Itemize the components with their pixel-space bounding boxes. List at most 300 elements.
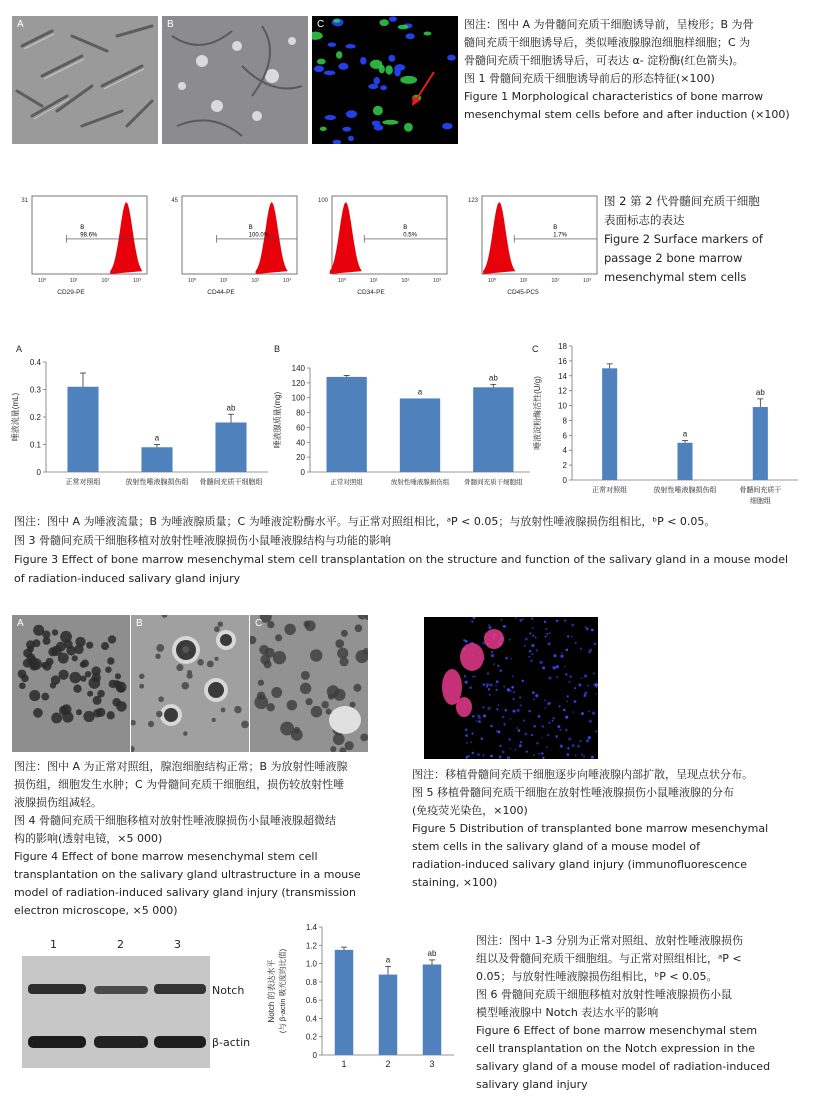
nucleus-dot	[542, 666, 545, 669]
fig3-bar-chart-c	[530, 340, 810, 510]
x-tick-label: 10²	[101, 278, 110, 284]
nucleus-dot	[473, 617, 476, 619]
x-tick-label: 10⁰	[37, 278, 47, 284]
nucleus-dot	[380, 85, 387, 90]
fig6-western-blot	[22, 938, 254, 1068]
granule	[81, 659, 89, 667]
y-tick-label: 0	[312, 1051, 317, 1060]
nucleus-dot	[584, 675, 587, 678]
caption-line: 组以及骨髓间充质干细胞组。与正常对照组相比，ᵃP <	[476, 952, 742, 965]
x-tick-label: 骨髓间充质干	[739, 487, 782, 494]
granule	[76, 709, 82, 715]
cell-dot	[398, 25, 409, 30]
nucleus-dot	[595, 730, 597, 732]
nucleus-dot	[503, 685, 505, 687]
nucleus-dot	[579, 740, 581, 742]
x-axis-label: CD29-PE	[57, 289, 85, 296]
x-tick-label: 10³	[283, 278, 291, 284]
caption-line: 图 5 移植骨髓间充质干细胞在放射性唾液腺损伤小鼠唾液腺的分布	[412, 786, 734, 799]
nucleus-dot	[483, 683, 486, 686]
granule	[74, 645, 84, 655]
nucleus-dot	[490, 725, 493, 728]
caption-line: 髓间充质干细胞诱导后，类似唾液腺腺泡细胞样细胞；C 为	[464, 36, 751, 49]
nucleus-dot	[544, 621, 547, 624]
granule	[101, 642, 109, 650]
granule	[241, 721, 249, 729]
granule	[333, 733, 345, 745]
y-tick-label: 0.6	[305, 996, 317, 1006]
nucleus-dot	[591, 756, 594, 759]
granule	[33, 625, 44, 636]
nucleus-dot	[529, 632, 531, 634]
bar	[335, 950, 353, 1055]
nucleus-dot	[564, 666, 566, 668]
nucleus-dot	[328, 42, 337, 46]
fig1-panel-a	[12, 16, 158, 144]
bar	[753, 407, 768, 480]
fig4-caption	[14, 758, 394, 920]
fig4-panel-c-label: C	[255, 618, 263, 629]
caption-line: 图 6 骨髓间充质干细胞移植对放射性唾液腺损伤小鼠	[476, 988, 732, 1001]
significance-label: ab	[488, 373, 498, 383]
granule	[97, 690, 105, 698]
nucleus-dot	[546, 746, 548, 748]
fig1-caption	[464, 16, 814, 124]
granule	[105, 666, 112, 673]
nucleus-dot	[504, 626, 506, 628]
granule	[321, 701, 329, 709]
lane-label: 2	[117, 938, 124, 951]
granule	[86, 642, 93, 649]
caption-line: 图注：移植骨髓间充质干细胞逐步向唾液腺内部扩散，呈现点状分布。	[412, 768, 753, 781]
granule	[306, 698, 313, 705]
nucleus-dot	[584, 694, 587, 697]
x-axis-label: CD45-PC5	[507, 289, 539, 296]
granule	[335, 639, 344, 648]
granule	[197, 659, 204, 666]
nucleus-dot	[578, 683, 581, 686]
x-tick-label: 2	[385, 1059, 391, 1069]
nucleus-dot	[515, 617, 517, 619]
nucleus-dot	[496, 708, 498, 710]
significance-label: a	[154, 433, 160, 443]
nucleus-dot	[324, 70, 336, 75]
nucleus-dot	[575, 754, 577, 756]
cell-dot	[320, 127, 327, 131]
bar	[67, 387, 98, 472]
y-tick-label: 8	[562, 416, 567, 426]
granule	[291, 729, 303, 741]
nucleus-dot	[497, 665, 499, 667]
nucleus-dot	[556, 665, 559, 668]
nucleus-dot	[547, 734, 550, 737]
nucleus-dot	[373, 77, 379, 85]
granule	[85, 671, 92, 678]
nucleus-dot	[547, 702, 550, 705]
nucleus-dot	[519, 696, 521, 698]
granule	[32, 639, 40, 647]
y-axis-label-2: (与 β-actin 吸光度的比值)	[278, 948, 287, 1034]
nucleus-dot	[546, 633, 548, 635]
nucleus-dot	[588, 711, 590, 713]
granule	[59, 706, 68, 715]
nucleus-dot	[512, 675, 514, 677]
nucleus-dot	[531, 618, 533, 620]
nucleus-dot	[529, 656, 531, 658]
nucleus-dot	[548, 722, 550, 724]
y-tick-label: 1.2	[305, 941, 317, 951]
fig6-bar-chart	[262, 915, 462, 1085]
caption-line: 图注：图中 A 为正常对照组，腺泡细胞结构正常；B 为放射性唾液腺	[14, 760, 348, 773]
x-tick-label: 10²	[401, 278, 410, 284]
y-tick-label: 20	[296, 453, 305, 463]
granule	[73, 685, 81, 693]
bar	[677, 443, 692, 480]
bar	[327, 377, 367, 472]
nucleus-dot	[567, 635, 569, 637]
nucleus-dot	[561, 652, 563, 654]
nucleus-dot	[471, 620, 473, 622]
histogram-1	[21, 196, 147, 296]
fig1-panel-a-label: A	[17, 19, 24, 30]
nucleus-dot	[463, 639, 465, 641]
caption-line: 图 1 骨髓间充质干细胞诱导前后的形态特征(×100)	[464, 72, 715, 85]
y-tick-label: 0.4	[305, 1014, 317, 1024]
nucleus-dot	[532, 627, 534, 629]
nucleus-dot	[531, 653, 533, 655]
x-tick-label: 正常对照组	[65, 479, 101, 486]
granule	[158, 696, 164, 702]
gate-label: B	[553, 224, 558, 231]
x-axis-label: CD34-PE	[357, 289, 385, 296]
fig5-immunofluorescence-image	[424, 617, 598, 759]
y-tick-label: 100	[291, 393, 305, 403]
granule	[300, 683, 311, 694]
nucleus-dot	[565, 673, 568, 676]
x-tick-label: 10¹	[69, 278, 78, 284]
x-axis-label: CD44-PE	[207, 289, 235, 296]
y-tick-label: 0	[562, 476, 567, 485]
fig1-panel-b	[162, 16, 308, 144]
x-tick-label: 正常对照组	[592, 487, 628, 494]
nucleus-dot	[510, 690, 512, 692]
x-tick-label: 10³	[433, 278, 441, 284]
lane-label: 1	[50, 938, 57, 951]
granule	[187, 673, 193, 679]
granule	[234, 706, 241, 713]
stained-cell	[460, 643, 484, 671]
nucleus-dot	[475, 676, 477, 678]
nucleus-dot	[557, 725, 560, 728]
caption-line: electron microscope, ×5 000)	[14, 904, 178, 917]
caption-line: 模型唾液腺中 Notch 表达水平的影响	[476, 1006, 659, 1019]
nucleus-dot	[360, 57, 366, 65]
nucleus-dot	[488, 626, 491, 629]
granule	[108, 635, 116, 643]
nucleus-dot	[545, 635, 547, 637]
red-arrow-icon	[416, 72, 434, 100]
nucleus-dot	[524, 732, 527, 735]
nucleus-dot	[545, 707, 547, 709]
nucleus-dot	[348, 136, 354, 141]
granule	[116, 701, 127, 712]
x-tick-label: 细胞组	[749, 498, 771, 505]
granule	[275, 634, 282, 641]
nucleus-dot	[488, 688, 490, 690]
x-tick-label: 10⁰	[337, 278, 347, 284]
nucleus-dot	[499, 669, 502, 672]
granule	[182, 646, 189, 653]
x-tick-label: 3	[429, 1059, 435, 1069]
granule	[29, 690, 40, 701]
nucleus-dot	[476, 720, 478, 722]
nucleus-dot	[495, 685, 497, 687]
caption-line: (免疫荧光染色，×100)	[412, 804, 528, 817]
x-tick-label: 10³	[583, 278, 591, 284]
nucleus-dot	[465, 729, 468, 732]
y-tick-label: 0.3	[29, 385, 41, 395]
nucleus-dot	[496, 689, 498, 691]
caption-line: of radiation-induced salivary gland injury	[14, 572, 241, 585]
x-tick-label: 骨髓间充质干细胞组	[464, 479, 523, 486]
nucleus-dot	[522, 680, 524, 682]
cell-dot	[423, 31, 431, 35]
caption-line: 图注：图中 A 为骨髓间充质干细胞诱导前，呈梭形；B 为骨	[464, 18, 754, 31]
nucleus-dot	[346, 110, 357, 118]
nucleus-dot	[568, 738, 571, 741]
nucleus-dot	[593, 684, 595, 686]
nucleus-dot	[523, 719, 525, 721]
nucleus-dot	[529, 650, 532, 653]
nucleus-dot	[405, 33, 414, 39]
panel-label: B	[274, 344, 281, 354]
nucleus-dot	[592, 711, 595, 714]
nucleus-dot	[568, 681, 570, 683]
nucleus-dot	[536, 742, 538, 744]
cell-dot	[404, 123, 413, 132]
nucleus-dot	[497, 704, 499, 706]
y-tick-label: 12	[558, 386, 567, 396]
nucleus-dot	[552, 666, 555, 669]
granule	[46, 658, 54, 666]
granule	[148, 721, 154, 727]
x-tick-label: 10¹	[369, 278, 378, 284]
nucleus-dot	[536, 649, 538, 651]
nucleus-dot	[594, 643, 597, 646]
nucleus-dot	[533, 754, 535, 756]
histogram-3	[318, 196, 447, 296]
nucleus-dot	[508, 738, 511, 741]
y-tick-label: 0.8	[305, 977, 317, 987]
granule	[107, 711, 115, 719]
x-tick-label: 10¹	[519, 278, 528, 284]
caption-line: salivary gland of a mouse model of radiation-induced	[476, 1060, 771, 1073]
caption-line: transplantation on the salivary gland ultrastructure in a mouse	[14, 868, 361, 881]
nucleus-dot	[530, 660, 532, 662]
nucleus-dot	[483, 714, 486, 717]
caption-line: staining, ×100)	[412, 876, 498, 889]
nucleus-dot	[587, 685, 589, 687]
granule	[18, 669, 27, 678]
nucleus-dot	[545, 628, 547, 630]
granule	[51, 713, 62, 724]
y-tick-label: 140	[291, 364, 305, 373]
nucleus-dot	[549, 632, 551, 634]
cell-dot	[382, 120, 398, 125]
granule	[58, 670, 68, 680]
caption-line: Figure 5 Distribution of transplanted bone marrow mesenchymal	[412, 822, 769, 835]
significance-label: ab	[755, 387, 765, 397]
granule	[183, 731, 187, 735]
granule	[218, 621, 224, 627]
nucleus-dot	[505, 657, 508, 660]
nucleus-dot	[575, 642, 577, 644]
granule	[353, 684, 361, 692]
granule	[23, 649, 32, 658]
granule	[80, 675, 86, 681]
gate-percent: 0.5%	[403, 232, 417, 239]
nucleus-dot	[541, 737, 543, 739]
nucleus-dot	[487, 707, 490, 710]
nucleus-dot	[464, 675, 467, 678]
nucleus-dot	[580, 648, 582, 650]
nucleus-dot	[314, 65, 324, 72]
nucleus-dot	[500, 745, 502, 747]
nucleus-dot	[565, 729, 568, 732]
nucleus-dot	[538, 753, 540, 755]
caption-line: 图注：图中 1-3 分别为正常对照组、放射性唾液腺损伤	[476, 934, 743, 947]
x-tick-label: 10⁰	[487, 278, 497, 284]
nucleus-dot	[531, 734, 533, 736]
cell-dot	[317, 59, 326, 65]
granule	[72, 655, 78, 661]
caption-line: mesenchymal stem cells	[604, 270, 747, 284]
nucleus-dot	[442, 123, 452, 130]
nucleus-dot	[333, 140, 342, 144]
nucleus-dot	[374, 125, 384, 131]
gate-label: B	[248, 224, 253, 231]
caption-line: 图注：图中 A 为唾液流量；B 为唾液腺质量；C 为唾液淀粉酶水平。与正常对照组相比，ᵃP < 0.05；与放射性唾液腺损伤组相比，ᵇP < 0.05。	[14, 515, 716, 528]
caption-line: stem cells in the salivary gland of a mouse model of	[412, 840, 700, 853]
bar	[473, 387, 513, 472]
granule	[156, 711, 163, 718]
nucleus-dot	[581, 754, 583, 756]
nucleus-dot	[541, 752, 543, 754]
granule	[58, 653, 69, 664]
cell-dot	[400, 76, 417, 84]
granule	[207, 660, 214, 667]
significance-label: ab	[226, 403, 236, 413]
nucleus-dot	[528, 710, 531, 713]
fig3-bar-chart-b	[270, 340, 538, 500]
fig4-panel-c	[250, 615, 368, 752]
granule	[83, 711, 94, 722]
y-tick-label: 0.2	[29, 413, 41, 422]
panel-label: A	[16, 344, 23, 354]
nucleus-dot	[507, 688, 510, 691]
fig4-panel-b-label: B	[136, 618, 143, 629]
nucleus-dot	[472, 752, 474, 754]
x-tick-label: 正常对照组	[330, 479, 363, 486]
nucleus-dot	[388, 55, 395, 62]
nucleus-dot	[482, 706, 484, 708]
granule	[48, 647, 57, 656]
granule	[33, 708, 43, 718]
nucleus-dot	[520, 741, 523, 744]
x-tick-label: 放射性唾液腺损伤组	[653, 487, 717, 494]
significance-label: ab	[427, 948, 437, 958]
granule	[107, 657, 114, 664]
band-label-notch: Notch	[212, 984, 245, 997]
nucleus-dot	[547, 642, 550, 645]
y-tick-label: 14	[558, 371, 567, 381]
nucleus-dot	[342, 127, 351, 132]
fig3-bar-chart-a	[8, 340, 276, 500]
band-label-beta-actin: β-actin	[212, 1036, 251, 1049]
nucleus-dot	[488, 624, 490, 626]
y-tick-label: 80	[296, 408, 305, 418]
nucleus-dot	[571, 636, 573, 638]
granule	[341, 630, 348, 637]
nucleus-dot	[368, 84, 378, 89]
x-tick-label: 10¹	[219, 278, 228, 284]
granule	[208, 682, 224, 698]
nucleus-dot	[477, 715, 480, 718]
vacuole	[329, 706, 361, 734]
nucleus-dot	[513, 691, 515, 693]
nucleus-dot	[490, 755, 493, 758]
nucleus-dot	[552, 717, 554, 719]
panel-label: C	[532, 344, 539, 354]
granule	[265, 648, 275, 658]
granule	[221, 708, 226, 713]
nucleus-dot	[498, 730, 501, 733]
nucleus-dot	[535, 637, 537, 639]
fig4-panel-b	[131, 615, 249, 752]
y-max-label: 45	[171, 198, 178, 204]
nucleus-dot	[566, 649, 569, 652]
granule	[337, 648, 348, 659]
significance-label: a	[417, 387, 423, 397]
bar	[379, 975, 397, 1055]
caption-line: 构的影响(透射电镜，×5 000)	[14, 832, 163, 845]
y-tick-label: 0.1	[29, 440, 41, 450]
nucleus-dot	[519, 744, 522, 747]
x-tick-label: 1	[341, 1059, 347, 1069]
nucleus-dot	[510, 658, 512, 660]
y-axis-label: 唾液腺质量(mg)	[273, 391, 282, 449]
nucleus-dot	[325, 115, 336, 120]
fig1-panel-b-label: B	[167, 19, 174, 30]
granule	[113, 680, 120, 687]
nucleus-dot	[504, 709, 507, 712]
nucleus-dot	[532, 635, 534, 637]
fig4-panel-a	[12, 615, 130, 752]
nucleus-dot	[567, 747, 569, 749]
x-tick-label: 骨髓间充质干细胞组	[199, 479, 263, 486]
y-tick-label: 18	[558, 342, 567, 351]
granule	[328, 693, 334, 699]
fig1-panel-c-label: C	[317, 19, 325, 30]
nucleus-dot	[502, 716, 505, 719]
caption-line: Figure 3 Effect of bone marrow mesenchymal stem cell transplantation on the structure and function of the salivary gland in a mouse model	[14, 553, 789, 566]
nucleus-dot	[586, 627, 589, 630]
nucleus-dot	[502, 750, 505, 753]
nucleus-dot	[522, 618, 524, 620]
nucleus-dot	[526, 751, 528, 753]
y-axis-label: Notch 的表达水平	[267, 959, 276, 1023]
granule	[254, 695, 268, 709]
